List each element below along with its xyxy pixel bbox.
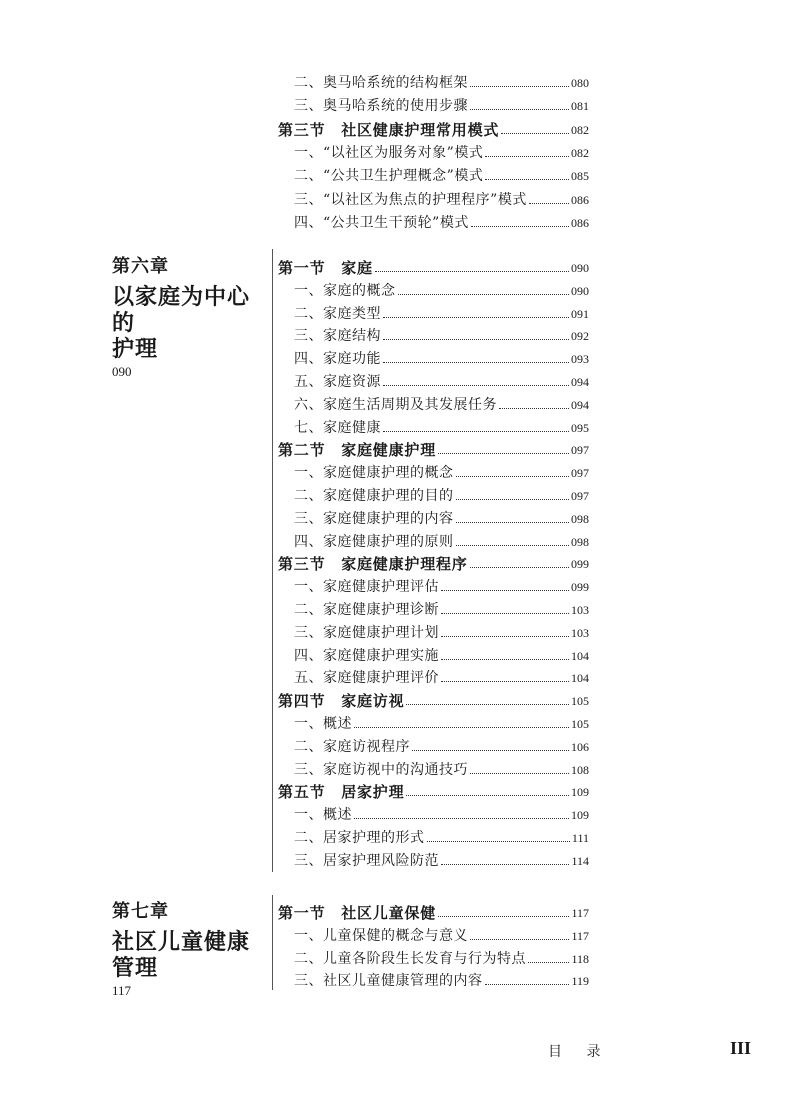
dot-leader [438,916,569,917]
toc-entry-title: 五、家庭健康护理评价 [294,670,439,687]
toc-entry-title: 六、家庭生活周期及其发展任务 [294,396,497,413]
dot-leader [354,727,569,728]
dot-leader [406,795,569,796]
toc-subsection-entry [294,847,589,869]
toc-entry-page: 081 [571,99,589,114]
dot-leader [499,408,569,409]
toc-subsection-entry [294,756,589,778]
toc-entry-title: 二、家庭健康护理诊断 [294,602,439,618]
chapter-heading [112,901,272,999]
dot-leader [441,659,569,660]
toc-subsection-entry [294,414,589,436]
chapter-title [112,284,272,362]
footer-page-number: III [730,1038,752,1058]
toc-entry-title: 二、家庭访视程序 [294,738,410,755]
toc-entry-page: 108 [571,762,589,777]
toc-entry-title: 第四节 家庭访视 [278,692,405,711]
toc-subsection-entry [294,459,589,481]
toc-section-entry [278,254,589,276]
toc-subsection-entry [294,733,589,755]
toc-subsection-entry [294,596,589,618]
toc-entry-page: 090 [571,261,589,275]
toc-subsection-entry [294,322,589,344]
dot-leader [470,773,569,774]
dot-leader [485,156,569,157]
toc-entry-title: 一、“以社区为服务对象”模式 [294,144,484,161]
toc-entry-title: 二、居家护理的形式 [294,830,425,846]
toc-entry-page: 082 [571,145,589,160]
dot-leader [441,613,569,614]
dot-leader [383,431,569,432]
toc-entry-page: 105 [571,717,589,731]
toc-subsection-entry [294,710,589,732]
toc-entry-page: 109 [571,808,589,823]
dot-leader [438,453,569,454]
toc-entry-title: 一、概述 [294,807,352,824]
toc-entry-title: 第五节 居家护理 [278,783,405,802]
toc-entry-page: 097 [571,489,589,503]
dot-leader [470,86,569,87]
toc-entry-page: 093 [571,352,589,367]
toc-subsection-entry [294,345,589,367]
dot-leader [441,590,569,591]
toc-entry-page: 109 [571,785,589,800]
toc-entry-title: 二、儿童各阶段生长发育与行为特点 [294,950,526,967]
toc-subsection-entry [294,528,589,550]
footer-label: 目 录 [548,1044,611,1060]
dot-leader [383,385,569,386]
chapter-title-line: 以家庭为中心的 [112,284,251,336]
chapter-start-page: 090 [112,364,132,379]
toc-entry-page: 094 [571,375,589,389]
toc-entry-title: 三、家庭结构 [294,328,381,345]
toc-section-entry [278,436,589,458]
toc-entry-title: 三、社区儿童健康管理的内容 [294,973,483,990]
chapter-number: 第六章 [112,256,169,277]
toc-entry-title: 四、“公共卫生干预轮”模式 [294,214,469,231]
dot-leader [470,939,569,940]
dot-leader [456,476,570,477]
toc-entry-title: 二、奥马哈系统的结构框架 [294,75,468,91]
dot-leader [470,567,569,568]
dot-leader [485,179,569,180]
chapter-divider [272,249,273,872]
chapter-divider [272,895,273,990]
toc-subsection-entry [294,139,589,161]
toc-subsection-entry [294,69,589,91]
chapter-title-line: 管理 [112,955,159,981]
toc-subsection-entry [294,619,589,641]
toc-entry-page: 103 [571,603,589,617]
dot-leader [528,962,569,963]
toc-section-entry [278,687,589,709]
dot-leader [471,226,569,227]
toc-section-entry [278,899,589,921]
toc-subsection-entry [294,300,589,322]
toc-entry-page: 106 [571,739,589,754]
toc-entry-title: 一、概述 [294,716,352,732]
toc-entry-title: 三、家庭健康护理的内容 [294,510,454,527]
dot-leader [441,864,569,865]
dot-leader [470,109,569,110]
toc-section-entry [278,116,589,138]
toc-entry-page: 114 [571,853,589,868]
toc-entry-page: 085 [571,169,589,184]
toc-subsection-entry [294,664,589,686]
chapter-heading [112,256,272,380]
dot-leader [441,636,569,637]
dot-leader [383,317,569,318]
toc-subsection-entry [294,482,589,504]
toc-entry-page: 117 [571,928,589,943]
toc-entry-title: 四、家庭功能 [294,351,381,368]
toc-entry-page: 097 [571,443,589,458]
toc-entry-title: 第一节 家庭 [278,259,373,277]
toc-subsection-entry [294,642,589,664]
toc-subsection-entry [294,573,589,595]
toc-subsection-entry [294,92,589,114]
toc-entry-title: 三、居家护理风险防范 [294,852,439,869]
toc-entry-page: 082 [571,122,589,137]
toc-entry-title: 三、家庭访视中的沟通技巧 [294,761,468,778]
dot-leader [441,681,569,682]
dot-leader [427,841,570,842]
toc-entry-page: 095 [571,420,589,435]
toc-subsection-entry [294,922,589,944]
toc-section-entry [278,778,589,800]
toc-entry-title: 七、家庭健康 [294,419,381,436]
toc-entry-page: 117 [571,906,589,920]
toc-section-entry [278,550,589,572]
toc-entry-title: 二、家庭类型 [294,305,381,322]
dot-leader [354,818,569,819]
toc-entry-page: 080 [571,76,589,90]
toc-entry-page: 098 [571,534,589,549]
toc-entry-page: 118 [571,951,589,966]
toc-subsection-entry [294,209,589,231]
chapter-title-line: 社区儿童健康 [112,929,251,955]
toc-entry-title: 一、家庭的概念 [294,282,396,299]
dot-leader [406,704,569,705]
toc-entry-page: 103 [571,625,589,640]
dot-leader [412,750,569,751]
toc-subsection-entry [294,945,589,967]
chapter-start-page: 117 [112,983,132,998]
toc-entry-page: 086 [571,215,589,230]
toc-entry-title: 一、家庭健康护理评估 [294,579,439,596]
dot-leader [501,133,569,134]
toc-subsection-entry [294,967,589,989]
chapter-number: 第七章 [112,901,169,922]
dot-leader [529,203,569,204]
toc-entry-title: 一、儿童保健的概念与意义 [294,927,468,944]
dot-leader [375,271,569,272]
toc-entry-title: 三、家庭健康护理计划 [294,624,439,641]
toc-subsection-entry [294,824,589,846]
dot-leader [456,522,570,523]
toc-entry-title: 五、家庭资源 [294,374,381,390]
toc-entry-page: 098 [571,511,589,526]
dot-leader [456,545,570,546]
dot-leader [383,362,569,363]
toc-entry-page: 090 [571,283,589,298]
toc-entry-page: 099 [571,580,589,595]
dot-leader [456,499,570,500]
toc-entry-page: 104 [571,648,589,663]
dot-leader [398,294,570,295]
toc-entry-page: 092 [571,329,589,344]
toc-subsection-entry [294,277,589,299]
toc-entry-title: 第三节 家庭健康护理程序 [278,555,468,574]
toc-entry-title: 三、“以社区为焦点的护理程序”模式 [294,191,527,208]
toc-entry-page: 099 [571,557,589,572]
chapter-title [112,929,272,981]
toc-entry-page: 111 [571,831,589,845]
toc-subsection-entry [294,391,589,413]
toc-entry-title: 二、家庭健康护理的目的 [294,488,454,504]
toc-entry-page: 119 [571,974,589,989]
toc-subsection-entry [294,368,589,390]
toc-entry-title: 四、家庭健康护理实施 [294,647,439,664]
toc-entry-page: 091 [571,306,589,321]
toc-entry-page: 105 [571,694,589,709]
dot-leader [383,339,569,340]
toc-entry-page: 097 [571,466,589,481]
toc-subsection-entry [294,505,589,527]
toc-subsection-entry [294,801,589,823]
dot-leader [485,984,570,985]
toc-entry-title: 第二节 家庭健康护理 [278,441,437,460]
toc-subsection-entry [294,186,589,208]
toc-entry-title: 第一节 社区儿童保健 [278,904,437,922]
toc-entry-page: 094 [571,397,589,412]
toc-entry-page: 086 [571,192,589,207]
toc-entry-page: 104 [571,671,589,686]
toc-subsection-entry [294,162,589,184]
toc-entry-title: 二、“公共卫生护理概念”模式 [294,168,484,185]
toc-entry-title: 一、家庭健康护理的概念 [294,465,454,482]
toc-entry-title: 四、家庭健康护理的原则 [294,533,454,550]
toc-entry-title: 三、奥马哈系统的使用步骤 [294,98,468,115]
chapter-title-line: 护理 [112,336,159,362]
toc-entry-title: 第三节 社区健康护理常用模式 [278,120,500,139]
